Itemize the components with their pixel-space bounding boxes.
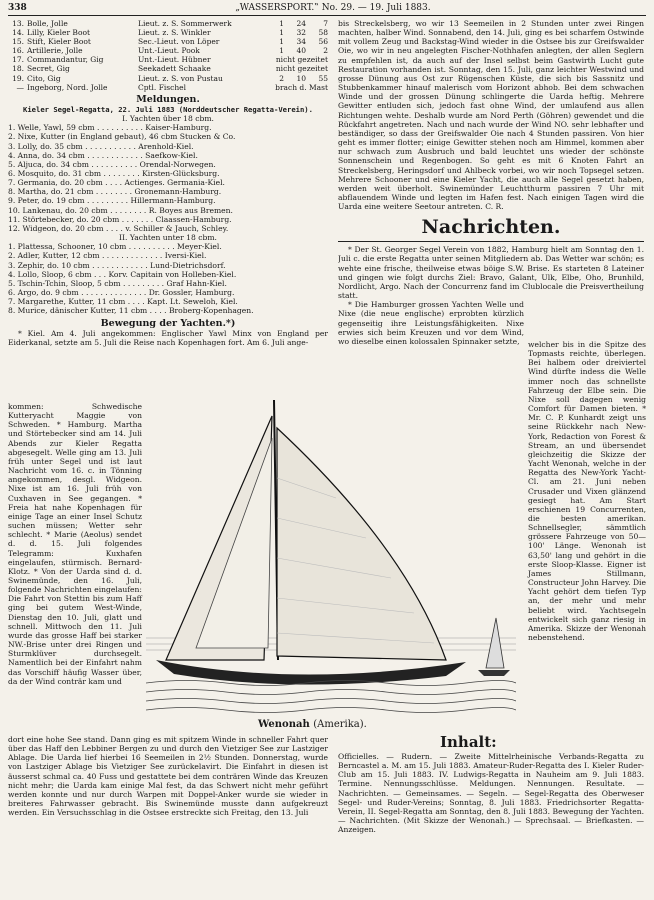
results-time-a: 1 (279, 28, 284, 38)
results-row (8, 46, 328, 55)
results-boat: Artillerie, Jolle (27, 46, 83, 56)
results-n: 17. (12, 55, 24, 65)
nachrichten-wrap-text: welcher bis in die Spitze des Topmasts reichte, überlegen. Bei halbem oder dreiviertel Wind dürfte indess die Welle immer noch das schnellste Fahrzeug der Elbe sein. Die Nixe soll dagegen wenig Comfort für Damen bieten. * Mr. C. P. Kunhardt zeigt uns seine Rückkehr nach New-York, Redaction von Forest & Stream, an und übersendet gleichzeitig die Skizze der Yacht Wenonah, welche in der Regatta des New-York Yacht-Cl. am 21. Juni neben Crusader und Vixen glänzend gesiegt hat. Am Start erschienen 19 Concurrenten, die besten amerikan. Schnellsegler, sämmtlich grössere Fahrzeuge von 50—100' Länge. Wenonah ist 63,50' lang und gehört in die erste Sloop-Klasse. Eigner ist James Stillmann, Constructeur John Harvey. Die Yacht gehört dem tiefen Typ an, der mehr und mehr beliebt wird. Yachtsegeln entwickelt sich ganz riesig in Amerika. Skizze der Wenonah nebenstehend. (528, 340, 646, 642)
water-lines (146, 681, 516, 713)
right-column (338, 19, 644, 346)
entry-line: 1. Welle, Yawl, 59 cbm . . . . . . . . . . Kaiser-Hamburg. (8, 123, 212, 133)
results-time-b: 32 (296, 28, 306, 38)
running-title: „WASSERSPORT.‟ No. 29. — 19. Juli 1883. (235, 3, 431, 13)
entry-line: 5. Tschin-Tchin, Sloop, 5 cbm . . . . . . . . . Graf Hahn-Kiel. (8, 278, 227, 288)
results-n: 18. (12, 64, 24, 74)
class-1-heading: I. Yachten über 18 cbm. (122, 114, 214, 124)
results-row (8, 28, 328, 37)
illustration-caption (258, 719, 367, 730)
results-time-a: 1 (279, 46, 284, 56)
results-captain: Lieut. z. S. Winkler (137, 28, 211, 38)
entries-list-1 (8, 123, 328, 233)
entry-line: 12. Widgeon, do. 20 cbm . . . . v. Schiller & Jauch, Schley. (8, 223, 229, 233)
class-2-heading: II. Yachten unter 18 cbm. (119, 233, 217, 243)
entry-line: 5. Aljuca, do. 34 cbm . . . . . . . . . . Orendal-Norwegen. (8, 159, 216, 169)
distant-sail (486, 618, 504, 668)
results-time-a: 2 (279, 73, 284, 83)
nachrichten-rule (338, 241, 644, 242)
left-column (8, 19, 328, 347)
entry-line: 6. Argo, do. 9 cbm . . . . . . . . . . . . . . Dr. Gossler, Hamburg. (8, 288, 235, 298)
results-row (8, 83, 328, 92)
results-captain: Seekadett Schaake (137, 64, 211, 74)
results-captain: Lieut. z. S. Sommerwerk (137, 19, 232, 28)
bewegung-title: Bewegung der Yachten.*) (100, 317, 236, 329)
results-boat: Commandantur, Gig (27, 55, 104, 65)
results-time-c: 2 (323, 46, 328, 56)
entry-line: 6. Mosquito, do. 31 cbm . . . . . . . . Kirsten-Glücksburg. (8, 169, 220, 178)
inhalt-title: Inhalt: (440, 733, 497, 751)
results-boat: Lilly, Kieler Boot (27, 28, 90, 38)
entry-line: 10. Lankenau, do. 20 cbm . . . . . . . . R. Boyes aus Bremen. (8, 205, 233, 215)
results-row (8, 55, 328, 64)
results-row (8, 37, 328, 46)
entry-line: 3. Lolly, do. 35 cbm . . . . . . . . . . . Arenhold-Kiel. (8, 141, 194, 151)
page-number: 338 (8, 3, 27, 13)
entry-line: 4. Anna, do. 34 cbm . . . . . . . . . . . . Saefkow-Kiel. (8, 150, 198, 160)
distant-hull (478, 670, 510, 676)
staysail (196, 438, 272, 648)
results-time-b: 34 (296, 37, 306, 47)
results-captain: Unt.-Lieut. Pook (137, 46, 200, 56)
results-time: nicht gezeitet (275, 64, 328, 74)
entry-line: 8. Murice, dänischer Kutter, 11 cbm . . . . Broberg-Kopenhagen. (8, 306, 254, 316)
page-header (8, 3, 646, 15)
inhalt-text: Officielles. — Rudern. — Zweite Mittelrheinische Verbands-Regatta zu Berncastel a. M. am 15. Juli 1883. Amateur-Ruder-Regatta des I. Kieler Ruder-Club am 15. Juli 1883. IV. Ludwigs-Regatta in Nauheim am 9. Juli 1883. Termine. Nennungsschlüsse. Meldungen. Nennungen. Resultate. — Nachrichten. — Gemeinsames. — Segeln. — Segel-Regatta des Oberweser Segel- und Ruder-Vereins; Sonntag, 8. Juli 1883. Friedrichsorter Regatta-Verein, II. Segel-Regatta am Sonntag, den 8. Juli 1883. Bewegung der Yachten. — Nachrichten. (Mit Skizze der Wenonah.) — Sprechsaal. — Briefkasten. — Anzeigen. (338, 752, 644, 835)
bewegung-wrap-text: kommen: Schwedische Kutteryacht Maggie von Schweden. * Hamburg. Martha und Störtebecker sind am 14. Juli Abends zur Kieler Regatta abgesegelt. Welle ging am 13. Juli früh unter Segel und ist laut Nachricht vom 16. c. in Tönning angekommen, desgl. Widgeon. Nixe ist am 16. Juli früh von Cuxhaven in See gegangen. * Freia hat nahe Kopenhagen für einige Tage an einer Insel Schutz suchen müssen; Wetter sehr schlecht. * Marie (Aeolus) sendet d. d. 15. Juli folgendes Telegramm: Kuxhafen eingelaufen, stürmisch. Bernard-Klotz. * Von der Uarda sind d. d. Swinemünde, den 16. Juli, folgende Nachrichten eingelaufen: Die Fahrt von Stettin bis zum Haff ging bei gutem West-Winde, Dienstag den 10. Juli, glatt und schnell. Mittwoch den 11. Juli wurde das grosse Haff bei starker NW.-Brise unter drei Ringen und Sturmklüver durchsegelt. Namentlich bei der Einfahrt nahm das Vorschiff häufig Wasser über, da der Wind conträr kam und (8, 402, 142, 686)
results-time: brach d. Mast (275, 82, 328, 92)
results-time-c: 56 (318, 37, 328, 47)
caption-rest: (Amerika). (313, 719, 367, 730)
results-n: 15. (12, 37, 24, 47)
results-n: 14. (12, 28, 24, 38)
mainsail (277, 428, 446, 660)
entry-line: 4. Lollo, Sloop, 6 cbm . . . Korv. Capitain von Holleben-Kiel. (8, 269, 237, 279)
results-captain: Cptl. Fischel (137, 82, 187, 92)
nachrichten-para-2: * Die Hamburger grossen Yachten Welle und Nixe (die neue englische) erprobten kürzlich gegenseitig ihre Leistungsfähigkeiten. Nixe erwies sich beim Kreuzen und vor dem Wind, wo dieselbe einen kolossalen Spinnaker setzte, (338, 300, 524, 346)
entry-line: 3. Zephir, do. 10 cbm . . . . . . . . . . . . Lund-Dietrichsdorf. (8, 260, 226, 270)
entry-line: 7. Margarethe, Kutter, 11 cbm . . . . Kapt. Lt. Seweloh, Kiel. (8, 297, 238, 307)
caption-name: Wenonah (258, 719, 310, 730)
results-row (8, 64, 328, 73)
entry-line: 8. Martha, do. 21 cbm . . . . . . . . Gronemann-Hamburg. (8, 187, 222, 197)
meldungen-title: Meldungen. (136, 93, 200, 105)
nachrichten-title: Nachrichten. (421, 216, 561, 239)
bewegung-intro: * Kiel. Am 4. Juli angekommen: Englischer Yawl Minx von England per Eiderkanal, setzte am 5. Juli die Reise nach Kopenhagen fort. Am 6. Juli ange- (8, 328, 328, 347)
results-time-c: 58 (318, 28, 328, 38)
entry-line: 9. Peter, do. 19 cbm . . . . . . . . . Hillermann-Hamburg. (8, 196, 216, 206)
results-time-c: 55 (318, 73, 328, 83)
results-time-c: 7 (323, 19, 328, 28)
results-time-b: 10 (296, 73, 306, 83)
results-n: — (16, 82, 24, 92)
entry-line: 11. Störtebecker, do. 20 cbm . . . . . . . Claassen-Hamburg. (8, 214, 232, 224)
results-time-a: 1 (279, 19, 284, 28)
bewegung-bottom-text: dort eine hohe See stand. Dann ging es mit spitzem Winde in schneller Fahrt quer über das Haff den Lebbiner Bergen zu und durch den Vietziger See zur Lastziger Ablage. Die Uarda lief hierbei 16 Seemeilen in 2½ Stunden. Donnerstag, wurde von Lastziger Ablage bis Vietziger See zurückelavirt. Die Einfahrt in diesen ist äusserst schmal ca. 40 Fuss und gestattete bei dem conträren Winde das Kreuzen nicht mehr; die Uarda kam einige Mal fest, da das Schwert nicht mehr geführt werden konnte und nur durch Warpen mit Doppel-Anker wurde sie wieder in breiteres Fahrwasser gebracht. Bis Swinemünde musste dann aufgekreuzt werden. Ein Versuchsschlag in die Ostsee erstreckte sich Freitag, den 13. Juli (8, 735, 328, 818)
results-captain: Unt.-Lieut. Hübner (137, 55, 211, 65)
nachrichten-para-1: * Der St. Georger Segel Verein von 1882, Hamburg hielt am Sonntag den 1. Juli c. die erste Regatta unter seinen Mitgliedern ab. Das Wetter war schön; es wehte eine frische, theilweise etwas böige S.W. Brise. Es starteten 8 Lateiner und gingen wie folgt durchs Ziel: Bravo, Galant, Ulk, Elbe, Oho, Brunhild, Nordlicht, Argo. Nach der Concurrenz fand im Clublocale die Preisvertheilung statt. (338, 245, 644, 301)
results-n: 19. (12, 73, 24, 83)
header-rule (8, 15, 646, 16)
results-time-b: 40 (296, 46, 306, 56)
results-boat: Cito, Gig (27, 73, 61, 83)
yacht-illustration (146, 398, 516, 716)
results-time: nicht gezeitet (275, 55, 328, 65)
entry-line: 2. Nixe, Kutter (in England gebaut), 46 cbm Stucken & Co. (8, 132, 236, 142)
results-row (8, 19, 328, 28)
results-captain: Sec.-Lieut. von Löper (137, 37, 220, 47)
entry-line: 1. Plattessa, Schooner, 10 cbm . . . . . . . . . . Meyer-Kiel. (8, 242, 222, 252)
results-boat: Bolle, Jolle (27, 19, 68, 28)
results-table (8, 19, 328, 92)
results-time-a: 1 (279, 37, 284, 47)
results-n: 13. (12, 19, 24, 28)
results-boat: Ingeborg, Nord. Jolle (27, 82, 108, 92)
results-row (8, 74, 328, 83)
results-time-b: 24 (296, 19, 306, 28)
uarda-report-continued: bis Streckelsberg, wo wir 13 Seemeilen in 2 Stunden unter zwei Ringen machten, halber Wind. Sonnabend, den 14. Juli, ging es bei scharfem Ostwinde mit vollem Zeug und Backstag-Wind wieder in die Ostsee bis zur Greifswalder Oie, wo wir in neu angelegten Fischer-Nothhafen anlegten, der allen Seglern zu empfehlen ist, da auch auf der Insel selbst beim Gastwirth Lucht gute Restauration vorhanden ist. Sonntag, den 15. Juli, ganz leichter Westwind und grosse Dünung aus Ost zur Rügenschen Küste, die sich bis Sassnitz und Stubbenkammer hinauf malerisch vom Horizont abhob. Bei dem schwachen Winde und der grossen Dünung schlingerte die Uarda heftig. Mehrere Gewitter entluden sich, jedoch fast ohne Wind, der umlaufend aus allen Richtungen wehte. Deshalb wurde am Nord Perth (Göhren) gewendet und die Rückfahrt angetreten. Nach und nach wurde der Wind NO. sehr lebhafter und beständiger, so dass der Greifswalder Oie nach 4 Stunden passiren. Von hier geht es immer flotter; einige Gewitter stehen noch am Himmel, kommen aber nur schwach zum Ausbruch und bald leuchtet uns wieder der schönste Sonnenschein und Regenbogen. So geht es mit 6 Knoten Fahrt an Streckelsberg, Heringsdorf und Ahlbeck vorbei, wo wir noch Topsegel setzen. Mehrere Schooner und eine Kieler Yacht, die auch alle Segel gesetzt haben, werden weit überholt. Swinemünder Leuchtthurm passiren 7 Uhr mit abflauendem Winde und legten im Hafen fest. Nach einigen Tagen wird die Uarda eine weitere Seetour antreten. C. R. (338, 19, 644, 212)
results-captain: Lieut. z. S. von Pustau (137, 73, 223, 83)
meldungen-subtitle: Kieler Segel-Regatta, 22. Juli 1883 (Norddeutscher Regatta-Verein). (23, 104, 313, 114)
entries-list-2 (8, 242, 328, 315)
entry-line: 2. Adler, Kutter, 12 cbm . . . . . . . . . . . . . Iversi-Kiel. (8, 251, 207, 261)
results-boat: Stift, Kieler Boot (27, 37, 91, 47)
results-boat: Secret, Gig (27, 64, 70, 74)
results-n: 16. (12, 46, 24, 56)
entry-line: 7. Germania, do. 20 cbm . . . . Actienges. Germania-Kiel. (8, 178, 225, 188)
